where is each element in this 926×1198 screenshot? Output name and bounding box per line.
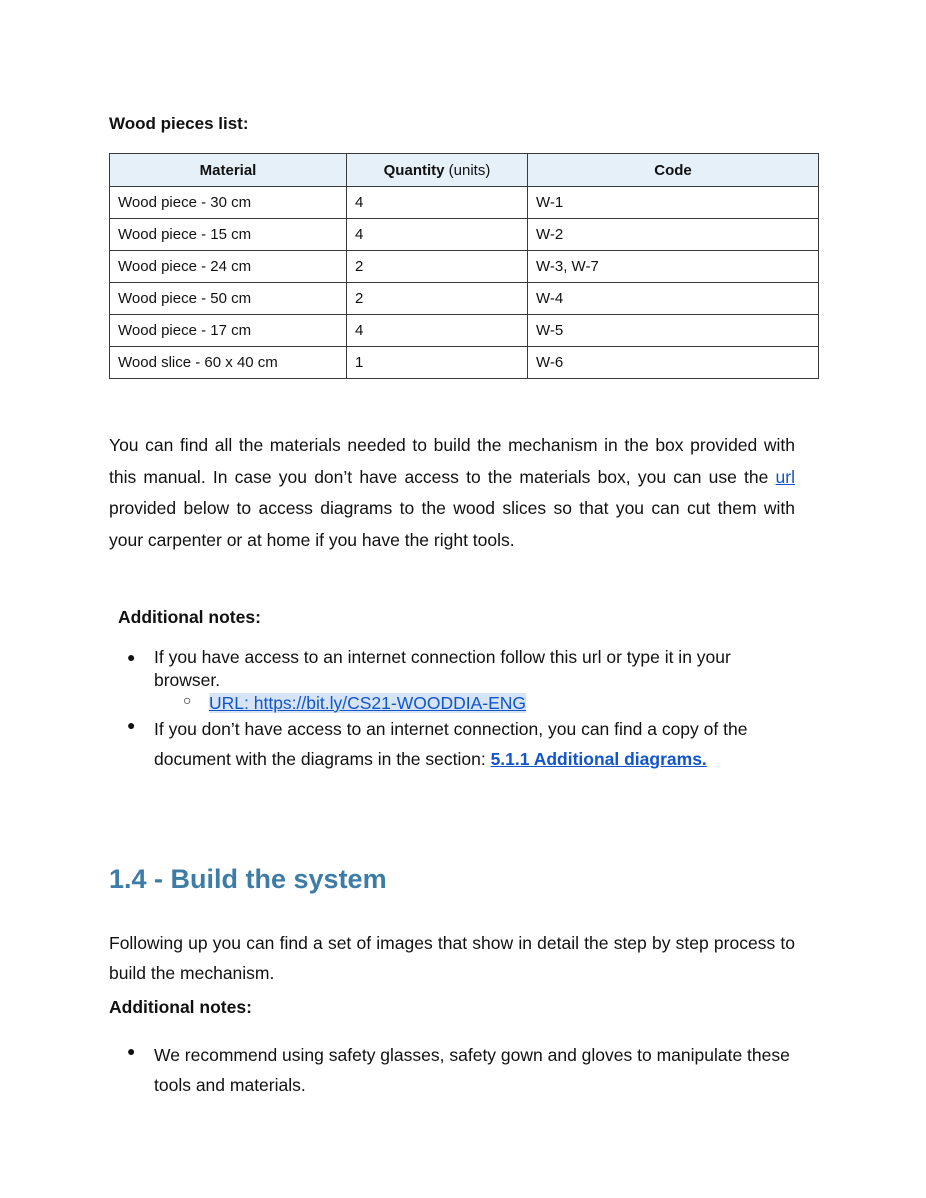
table-row	[110, 347, 819, 379]
cell-code: W-4	[528, 283, 819, 315]
cell-quantity: 4	[347, 219, 528, 251]
additional-diagrams-link[interactable]: 5.1.1 Additional diagrams.	[490, 749, 707, 769]
table-row	[110, 187, 819, 219]
bullet-dot-icon: ●	[127, 649, 136, 665]
cell-code: W-1	[528, 187, 819, 219]
bullet-no-internet	[154, 714, 774, 774]
paragraph-text-before: You can find all the materials needed to build the mechanism in the box provided with this manual. In case you don’t have access to the materials box, you can use the	[109, 435, 795, 487]
materials-table	[109, 153, 819, 379]
diagram-url-link[interactable]: URL: https://bit.ly/CS21-WOODDIA-ENG	[209, 693, 527, 713]
section-heading-build-system: 1.4 - Build the system	[109, 864, 387, 894]
bullet-dot-icon: ●	[127, 717, 136, 733]
cell-material: Wood slice - 60 x 40 cm	[110, 347, 347, 379]
bullet-dot-icon: ●	[127, 1043, 136, 1059]
bullet-safety: We recommend using safety glasses, safety gown and gloves to manipulate these tools and materials.	[154, 1045, 790, 1095]
table-row	[110, 219, 819, 251]
header-quantity-unit: (units)	[448, 161, 491, 179]
cell-code: W-2	[528, 219, 819, 251]
bullet-internet-access: If you have access to an internet connection follow this url or type it in your browser.	[154, 647, 731, 690]
cell-code: W-3, W-7	[528, 251, 819, 283]
build-paragraph: Following up you can find a set of images that show in detail the step by step process to build the mechanism.	[109, 933, 795, 983]
cell-code: W-5	[528, 315, 819, 347]
table-row	[110, 283, 819, 315]
cell-material: Wood piece - 15 cm	[110, 219, 347, 251]
cell-material: Wood piece - 17 cm	[110, 315, 347, 347]
materials-paragraph	[109, 430, 795, 556]
cell-quantity: 2	[347, 251, 528, 283]
table-row	[110, 315, 819, 347]
header-material: Material	[110, 154, 347, 187]
header-code: Code	[528, 154, 819, 187]
cell-material: Wood piece - 50 cm	[110, 283, 347, 315]
bullet-no-internet-text: If you don’t have access to an internet connection, you can find a copy of the document with the diagrams in the section:	[154, 719, 748, 769]
cell-material: Wood piece - 30 cm	[110, 187, 347, 219]
paragraph-text-after: provided below to access diagrams to the wood slices so that you can cut them with your carpenter or at home if you have the right tools.	[109, 498, 795, 550]
sub-bullet-url	[209, 692, 526, 714]
cell-quantity: 4	[347, 187, 528, 219]
table-row	[110, 251, 819, 283]
cell-material: Wood piece - 24 cm	[110, 251, 347, 283]
cell-quantity: 1	[347, 347, 528, 379]
header-quantity	[347, 154, 528, 187]
sub-bullet-circle-icon: ○	[183, 692, 192, 708]
cell-code: W-6	[528, 347, 819, 379]
wood-pieces-list-title: Wood pieces list:	[109, 114, 249, 133]
cell-quantity: 4	[347, 315, 528, 347]
header-quantity-label: Quantity	[383, 161, 445, 179]
cell-quantity: 2	[347, 283, 528, 315]
url-link[interactable]: url	[775, 466, 795, 487]
table-header-row	[110, 154, 819, 187]
additional-notes-heading-2: Additional notes:	[109, 997, 252, 1017]
additional-notes-heading-1: Additional notes:	[118, 607, 261, 627]
